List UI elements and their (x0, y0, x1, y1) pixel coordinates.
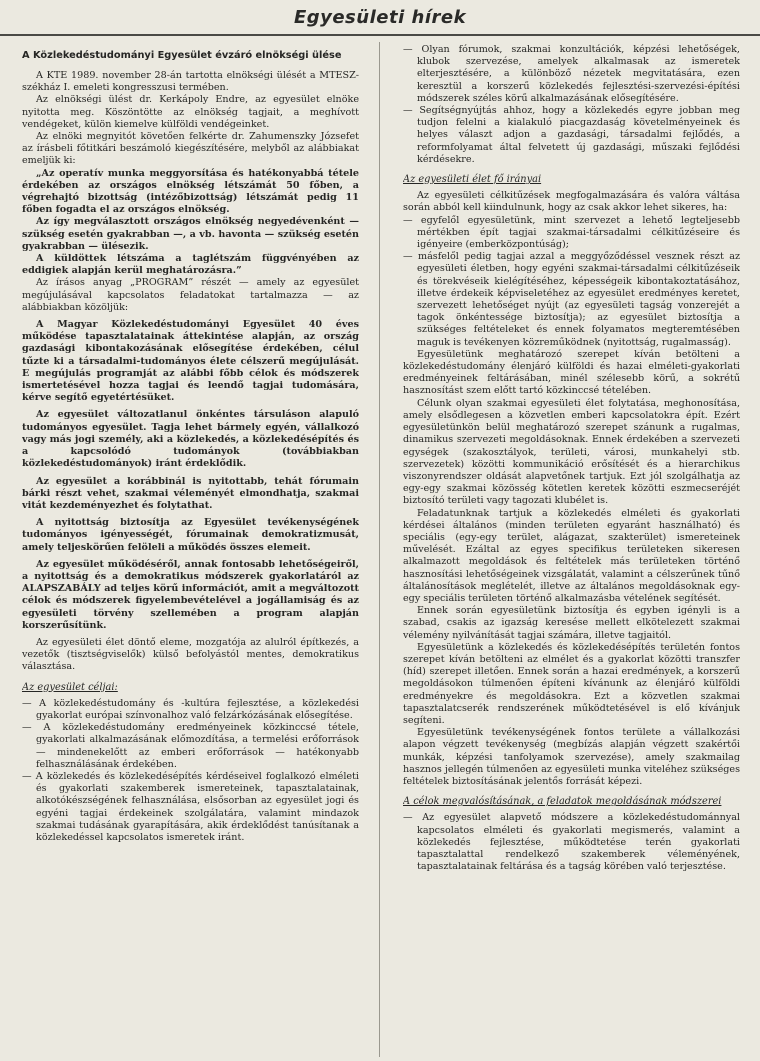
paragraph: Az egyesület működéséről, annak fontosabb lehetőségeiről, a nyitottság és a demokratikus módszerek gyakorlatáról az ALAPSZABÁLY ad teljes körű információt, amit a megváltozott célok és módszerek figyelembevételével a jogállamiság és az egyesületi törvény szellemében a program alapján korszerűsítünk. (22, 558, 359, 631)
paragraph: Egyesületünk a közlekedés és közlekedésépítés területén fontos szerepet kíván betölteni az elmélet és a gyakorlat közötti transzfer (híd) szerepet illetően. Ennek során a hazai eredmények, a korszerű megoldásokon túlmenően építeni kívánunk az élenjáró külföldi eredményekre és megoldásokra. Ezt a közvetlen szakmai tapasztalatcserék rendszerének működtetésével is elő kívánjuk segíteni. (403, 641, 740, 726)
paragraph: Az egyesület változatlanul önkéntes társuláson alapuló tudományos egyesület. Tagja lehet bármely egyén, vállalkozó vagy más jogi személy, aki a közlekedés, a közlekedésépítés és a kapcsolódó tudományok (továbbiakban közlekedéstudományok) iránt érdeklődik. (22, 409, 359, 470)
page-header (0, 0, 760, 36)
paragraph: Egyesületünk meghatározó szerepet kíván betölteni a közlekedéstudomány élenjáró külföldi és hazai elméleti-gyakorlati eredményeinek feltárásában, minél szélesebb körű, a sokrétű hasznosítást szem előtt tartó közkinccsé tételében. (403, 348, 740, 397)
paragraph: A nyitottság biztosítja az Egyesület tevékenységének tudományos igényességét, fórumainak demokratizmusát, amely teljeskörűen felöleli a működés összes elemeit. (22, 517, 359, 553)
paragraph: Az egyesületi élet döntő eleme, mozgatója az alulról építkezés, a vezetők (tisztségviselők) külső befolyástól mentes, demokratikus választása. (22, 636, 359, 673)
list-item: — A közlekedéstudomány eredményeinek közkinccsé tétele, gyakorlati alkalmazásának előmozdítása, a termelési erőforrások — mindenekelőtt az emberi erőforrások — hatékonyabb felhasználásának érdekében. (22, 722, 359, 771)
article-heading: A Közlekedéstudományi Egyesület évzáró elnökségi ülése (22, 50, 342, 61)
list-item: — másfelől pedig tagjai azzal a meggyőződéssel vesznek részt az egyesületi életben, hogy egyéni szakmai-társadalmi célkitűzéseik és törekvéseik kielégítéséhez, képességeik kibontakoztatásához, illetve érdekeik képviseletéhez az egyesület eredményes keretet, szervezett lehetőséget nyújt (az egyesületi tagság vonzerejét a tagok önkéntessége biztosítja); az egyesület biztosítja a szükséges feltételeket és ennek folyamatos megteremtésében maguk is tevékenyen közreműködnek (nyitottság, rugalmasság). (403, 251, 740, 349)
paragraph: „Az operatív munka meggyorsítása és hatékonyabbá tétele érdekében az országos elnökség létszámát 50 főben, a végrehajtó bizottság (intézőbizottság) létszámát pedig 11 főben fogadta el az országos elnökség. (22, 167, 359, 216)
paragraph: Az egyesület a korábbinál is nyitottabb, tehát fórumain bárki részt vehet, szakmai véleményét elmondhatja, szakmai vitát kezdeményezhet és folytathat. (22, 475, 359, 511)
methods-list (403, 812, 740, 873)
column-divider (379, 42, 380, 1057)
list-item: — Az egyesület alapvető módszere a közlekedéstudománnyal kapcsolatos elméleti és gyakorlati megismerés, valamint a közlekedés fejlesztése, működtetése terén gyakorlati tapasztalattal rendelkező szakemberek véleményének, tapasztalatainak feltárása és a tagság körében való terjesztése. (403, 812, 740, 873)
paragraph: Az egyesületi célkitűzések megfogalmazására és valóra váltása során abból kell kiindulnunk, hogy az csak akkor lehet sikeres, ha: (403, 190, 740, 214)
list-item: — A közlekedéstudomány és -kultúra fejlesztése, a közlekedési gyakorlat európai színvonalhoz való felzárkózásának elősegítése. (22, 698, 359, 722)
conditions-list (403, 215, 740, 349)
goals-list (22, 698, 359, 844)
paragraph: A Magyar Közlekedéstudományi Egyesület 40 éves működése tapasztalatainak áttekintése alapján, az ország gazdasági kibontakozásának elősegítése érdekében, célul tűzte ki a társadalmi-tudományos élete célszerű megújulását. E megújulás programját az alábbi főbb célok és módszerek ismertetésével hozza tagjai és leendő tagjai tudomására, kérve segítő egyetértésüket. (22, 319, 359, 404)
left-column (22, 44, 359, 1056)
paragraph: Célunk olyan szakmai egyesületi élet folytatása, meghonosítása, amely elsődlegesen a közvetlen emberi kapcsolatokra épít. Ezért egyesületünkön belül meghatározó szerepet szánunk a rugalmas, dinamikus szervezeti megoldásoknak. Ennek érdekében a szervezeti egységek (szakosztályok, területi, városi, munkahelyi stb. szervezetek) közötti kommunikáció erősítését és a hierarchikus viszonyrendszer oldását alapvetőnek tartjuk. Ezt jól szolgálhatja az egy-egy szakmai közösség kötetlen keretek közötti eszmecseréjét biztosító területi vagy tagozati klubélet is. (403, 397, 740, 507)
list-item: — Olyan fórumok, szakmai konzultációk, képzési lehetőségek, klubok szervezése, amelyek alkalmasak az ismeretek elterjesztésére, a különböző nézetek megvitatására, ezen keresztül a korszerű közlekedés fejlesztési-szervezési-építési módszerek széles körű alkalmazásának elősegítésére. (403, 44, 740, 105)
paragraph: Ennek során egyesületünk biztosítja és egyben igényli is a szabad, csakis az igazság keresése mellett elkötelezett szakmai vélemény nyilvánítását tagjai számára, illetve tagjaitól. (403, 605, 740, 641)
paragraph: Feladatunknak tartjuk a közlekedés elméleti és gyakorlati kérdései általános (minden területen egyaránt használható) és speciális (egy-egy terület, alágazat, szakterület) ismereteinek művelését. Ezáltal az egyes specifikus területeken sikeresen alkalmazott megoldások és feltételek más területeken történő hasznosítási lehetőségeinek vizsgálatát, valamint a célszerűnek tűnő általánosítások meglételét, illetve az általános megoldásoknak egy-egy speciális területen történő alkalmazásba vételének segítését. (403, 507, 740, 604)
paragraph: Az így megválasztott országos elnökség negyedévenként — szükség esetén gyakrabban —, a vb. havonta — szükség esetén gyakrabban — ülésezik. (22, 216, 359, 252)
paragraph: A KTE 1989. november 28-án tartotta elnökségi ülését a MTESZ-székház I. emeleti kongresszusi termében. (22, 70, 359, 94)
list-item: — Segítségnyújtás ahhoz, hogy a közlekedés egyre jobban meg tudjon felelni a kialakuló piacgazdaság követelményeinek és helyes választ adjon a gazdasági, társadalmi fejlődés, a reformfolyamat által felvetett új gazdasági, műszaki fejlődési kérdésekre. (403, 105, 740, 166)
paragraph: A küldöttek létszáma a taglétszám függvényében az eddigiek alapján kerül meghatározásra.” (22, 253, 359, 277)
paragraph: Az elnöki megnyitót követően felkérte dr. Zahumenszky Józsefet az írásbeli főtitkári beszámoló kiegészítésére, melyből az alábbiakat emeljük ki: (22, 131, 359, 167)
goals-list-continued (403, 44, 740, 166)
subheading: Az egyesület céljai: (22, 681, 118, 693)
right-column (403, 44, 740, 1056)
list-item: — A közlekedés és közlekedésépítés kérdéseivel foglalkozó elméleti és gyakorlati szakemberek ismereteinek, tapasztalatainak, alkotókészségének felhasználása, elsősorban az egyesület jogi és egyéni tagjai érdekeinek szolgálatára, valamint mindazok szakmai tudásának gyarapítására, akik érdeklődést tanúsítanak a közlekedéssel kapcsolatos ismeretek iránt. (22, 771, 359, 844)
paragraph: Az elnökségi ülést dr. Kerkápoly Endre, az egyesület elnöke nyitotta meg. Köszöntötte az elnökség tagjait, a meghívott vendégeket, külön kiemelve külföldi vendégeinket. (22, 94, 359, 130)
paragraph: Az írásos anyag „PROGRAM” részét — amely az egyesület megújulásával kapcsolatos feladatokat tartalmazza — az alábbiakban közöljük: (22, 277, 359, 313)
paragraph: Egyesületünk tevékenységének fontos területe a vállalkozási alapon végzett tevékenység (megbízás alapján végzett szakértői munkák, képzési tanfolyamok szervezése), amely szakmailag hasznos jellegén túlmenően az egyesületi munka viteléhez szükséges feltételek biztosításának jelentős forrását képezi. (403, 727, 740, 787)
section-title: Egyesületi hírek (293, 6, 467, 28)
subheading: Az egyesületi élet fő irányai (403, 174, 542, 186)
list-item: — egyfelől egyesületünk, mint szervezet a lehető legteljesebb mértékben épít tagjai szakmai-társadalmi célkitűzéseire és igényeire (emberközpontúság); (403, 215, 740, 252)
subheading: A célok megvalósításának, a feladatok megoldásának módszerei (403, 796, 722, 808)
